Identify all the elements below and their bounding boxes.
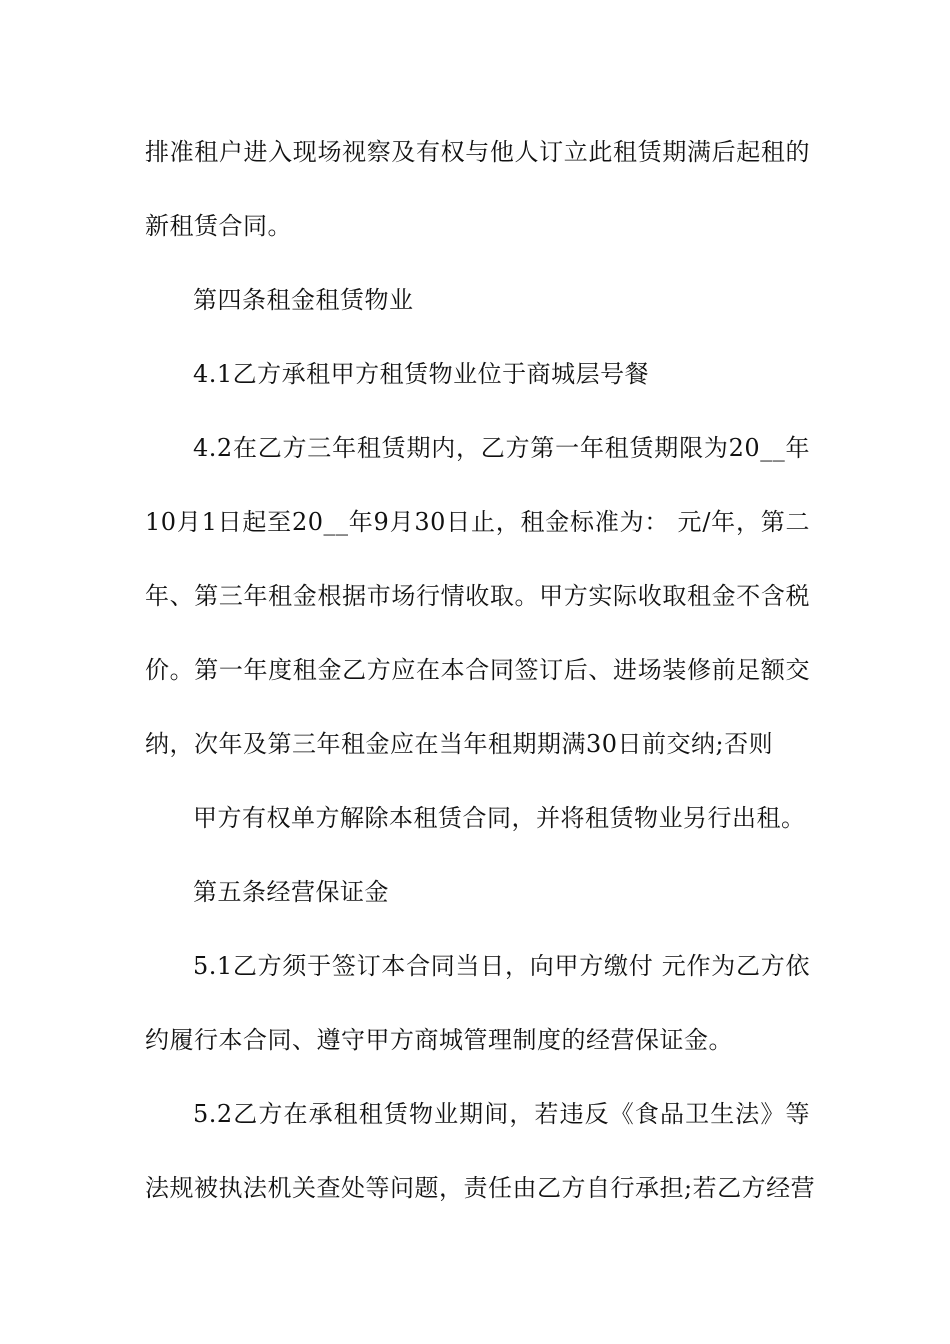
body-text-line: 年、第三年租金根据市场行情收取。甲方实际收取租金不含税 <box>145 582 810 610</box>
body-text-line: 纳，次年及第三年租金应在当年租期期满30日前交纳;否则 <box>145 730 774 758</box>
clause-line: 4.1乙方承租甲方租赁物业位于商城层号餐 <box>193 360 650 388</box>
body-text-line: 法规被执法机关查处等问题，责任由乙方自行承担;若乙方经营 <box>145 1174 816 1202</box>
section-heading: 第四条租金租赁物业 <box>193 286 414 314</box>
body-text-line: 价。第一年度租金乙方应在本合同签订后、进场装修前足额交 <box>145 656 810 684</box>
body-text-line: 排准租户进入现场视察及有权与他人订立此租赁期满后起租的 <box>145 138 810 166</box>
section-heading: 第五条经营保证金 <box>193 878 389 906</box>
clause-line: 5.1乙方须于签订本合同当日，向甲方缴付 元作为乙方依 <box>193 952 810 980</box>
body-text-line: 约履行本合同、遵守甲方商城管理制度的经营保证金。 <box>145 1026 733 1054</box>
body-text-line: 10月1日起至20__年9月30日止，租金标准为： 元/年，第二 <box>145 508 810 536</box>
body-text-line: 新租赁合同。 <box>145 212 292 240</box>
clause-line: 4.2在乙方三年租赁期内，乙方第一年租赁期限为20__年 <box>193 434 810 462</box>
clause-line: 5.2乙方在承租租赁物业期间，若违反《食品卫生法》等 <box>193 1100 810 1128</box>
body-text-line: 甲方有权单方解除本租赁合同，并将租赁物业另行出租。 <box>193 804 806 832</box>
